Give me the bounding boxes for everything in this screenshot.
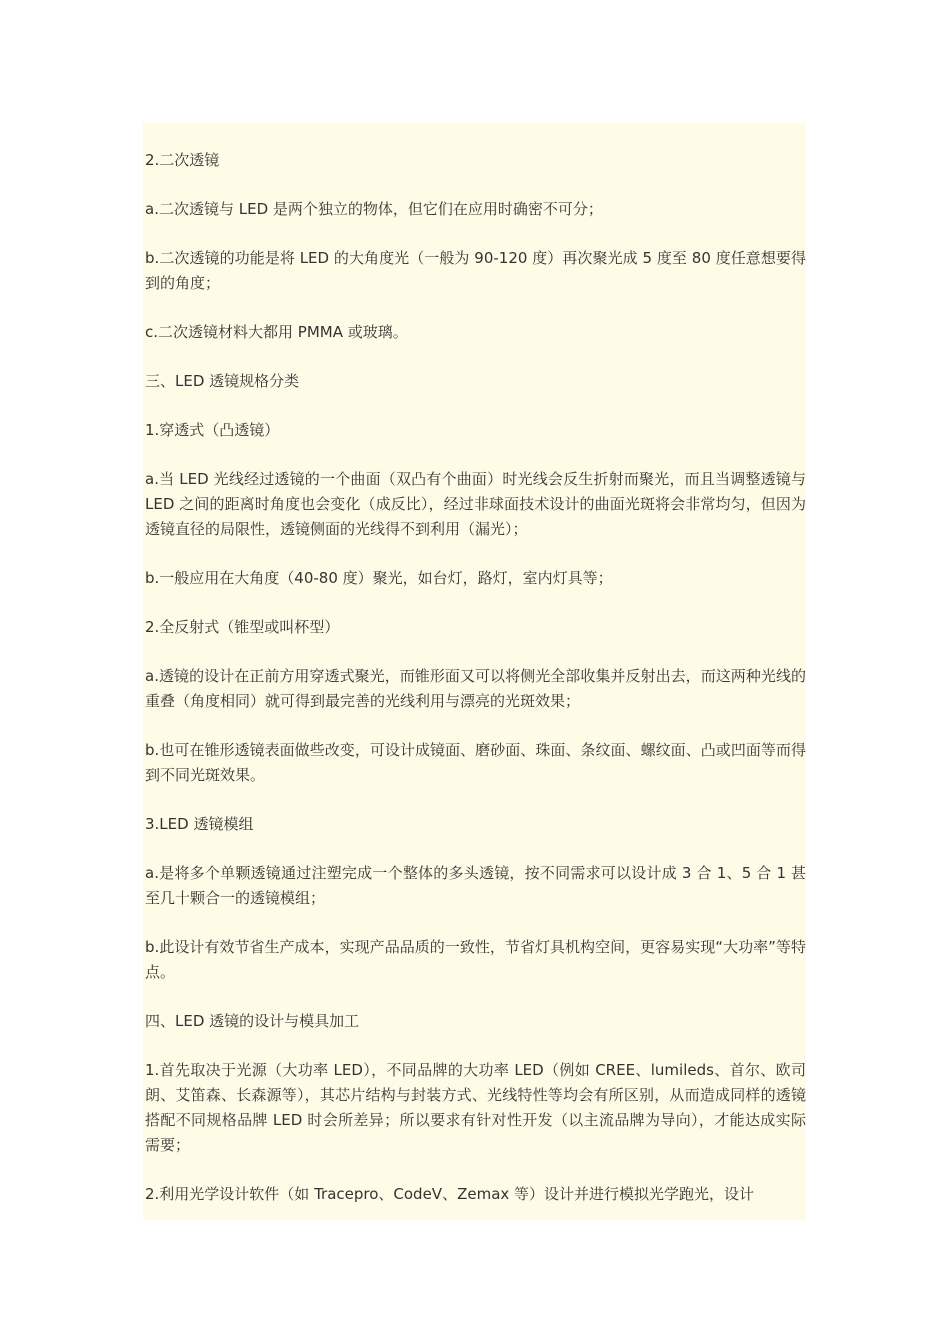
paragraph: 1.首先取决于光源（大功率 LED），不同品牌的大功率 LED（例如 CREE、lumileds、首尔、欧司朗、艾笛森、长森源等），其芯片结构与封装方式、光线特性等均会有所区别，从而造成同样的透镜搭配不同规格品牌 LED 时会所差异；所以要求有针对性开发（以主流品牌为导向），才能达成实际需要； [145,1061,806,1154]
section-heading-lens-classification: 三、LED 透镜规格分类 [145,372,300,390]
heading-lens-module: 3.LED 透镜模组 [145,815,254,833]
paragraph: a.二次透镜与 LED 是两个独立的物体，但它们在应用时确密不可分； [145,200,603,218]
heading-total-reflection: 2.全反射式（锥型或叫杯型） [145,618,340,636]
paragraph: b.也可在锥形透镜表面做些改变，可设计成镜面、磨砂面、珠面、条纹面、螺纹面、凸或凹面等而得到不同光斑效果。 [145,741,806,784]
heading-transmissive: 1.穿透式（凸透镜） [145,421,280,439]
paragraph: a.当 LED 光线经过透镜的一个曲面（双凸有个曲面）时光线会反生折射而聚光，而且当调整透镜与 LED 之间的距离时角度也会变化（成反比），经过非球面技术设计的曲面光斑将会非常均匀，但因为透镜直径的局限性，透镜侧面的光线得不到利用（漏光）； [145,470,806,538]
paragraph: a.是将多个单颗透镜通过注塑完成一个整体的多头透镜，按不同需求可以设计成 3 合 1、5 合 1 甚至几十颗合一的透镜模组； [145,864,806,907]
article-body [143,123,806,1207]
paragraph: b.一般应用在大角度（40-80 度）聚光，如台灯，路灯，室内灯具等； [145,569,613,587]
heading-secondary-lens: 2.二次透镜 [145,151,220,169]
paragraph: c.二次透镜材料大都用 PMMA 或玻璃。 [145,323,408,341]
paragraph: 2.利用光学设计软件（如 Tracepro、CodeV、Zemax 等）设计并进行模拟光学跑光，设计 [145,1185,755,1203]
document-page [143,123,806,1220]
paragraph: b.此设计有效节省生产成本，实现产品品质的一致性，节省灯具机构空间，更容易实现“大功率”等特点。 [145,938,806,981]
paragraph: a.透镜的设计在正前方用穿透式聚光，而锥形面又可以将侧光全部收集并反射出去，而这两种光线的重叠（角度相同）就可得到最完善的光线利用与漂亮的光斑效果； [145,667,806,710]
section-heading-design-and-mold: 四、LED 透镜的设计与模具加工 [145,1012,360,1030]
paragraph: b.二次透镜的功能是将 LED 的大角度光（一般为 90-120 度）再次聚光成 5 度至 80 度任意想要得到的角度； [145,249,806,292]
